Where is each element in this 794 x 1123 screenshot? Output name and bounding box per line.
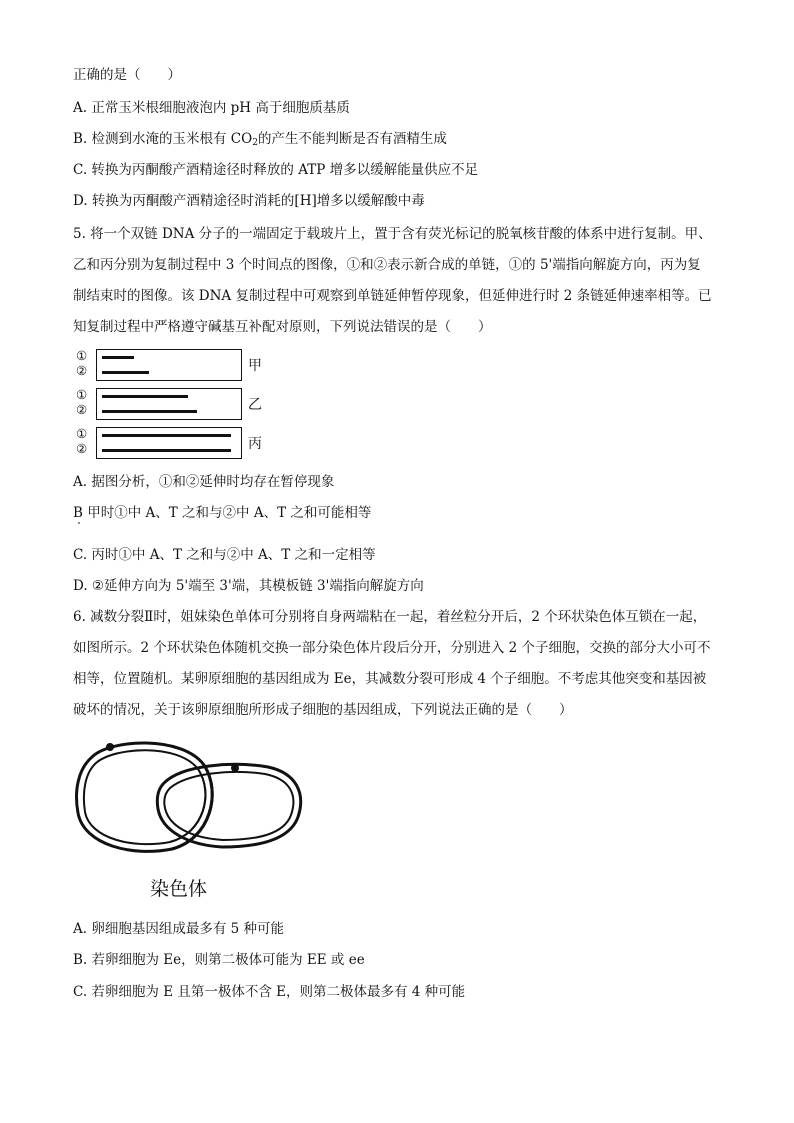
strand-1-label: ①	[76, 426, 88, 441]
strand-1-bar	[102, 434, 231, 437]
dna-panel-bing	[96, 427, 242, 459]
strand-1-label: ①	[76, 387, 88, 402]
strand-2-label: ②	[76, 363, 88, 378]
interlocked-ring-chromosomes-figure	[72, 735, 308, 855]
q5-stem-line-2: 乙和丙分别为复制过程中 3 个时间点的图像，①和②表示新合成的单链，①的 5'端指向解旋方向，丙为复	[73, 257, 701, 273]
q5-option-d: D. ②延伸方向为 5'端至 3'端，其模板链 3'端指向解旋方向	[73, 578, 424, 594]
dna-panel-yi	[96, 388, 242, 420]
left-ring-centromere	[106, 743, 114, 751]
strand-2-label: ②	[76, 402, 88, 417]
strand-1-bar	[102, 356, 134, 359]
q6-option-c: C. 若卵细胞为 E 且第一极体不含 E，则第二极体最多有 4 种可能	[73, 984, 466, 1000]
q5-stem-line-4: 知复制过程中严格遵守碱基互补配对原则，下列说法错误的是（ ）	[73, 319, 492, 335]
q4-option-c: C. 转换为丙酮酸产酒精途径时释放的 ATP 增多以缓解能量供应不足	[73, 162, 479, 178]
q5-option-c: C. 丙时①中 A、T 之和与②中 A、T 之和一定相等	[73, 547, 376, 563]
q4-stem-tail: 正确的是（ ）	[73, 67, 181, 83]
panel-label-yi: 乙	[248, 397, 262, 413]
left-ring-inner	[84, 750, 206, 844]
q6-stem-line-3: 相等，位置随机。某卵原细胞的基因组成为 Ee，其减数分裂可形成 4 个子细胞。不考虑其他突变和基因被	[73, 671, 707, 687]
q5-stem-line-1: 5. 将一个双链 DNA 分子的一端固定于载玻片上，置于含有荧光标记的脱氧核苷酸的体系中进行复制。甲、	[73, 226, 712, 242]
dna-panel-jia	[96, 349, 242, 381]
strand-2-bar	[102, 371, 149, 374]
q4-option-a: A. 正常玉米根细胞液泡内 pH 高于细胞质基质	[73, 100, 350, 116]
q6-stem-line-1: 6. 减数分裂Ⅱ时，姐妹染色单体可分别将自身两端粘在一起，着丝粒分开后，2 个环状染色体互锁在一起，	[73, 609, 707, 625]
strand-1-label: ①	[76, 348, 88, 363]
q5-option-b: B 甲时①中 A、T 之和与②中 A、T 之和可能相等	[73, 505, 372, 521]
strand-2-bar	[102, 449, 231, 452]
stray-dot	[78, 522, 80, 524]
q6-stem-line-4: 破坏的情况，关于该卵原细胞所形成子细胞的基因组成，下列说法正确的是（ ）	[73, 702, 573, 718]
q6-option-a: A. 卵细胞基因组成最多有 5 种可能	[73, 921, 285, 937]
q5-stem-line-3: 制结束时的图像。该 DNA 复制过程中可观察到单链延伸暂停现象，但延伸进行时 2 条链延伸速率相等。已	[73, 288, 712, 304]
panel-label-bing: 丙	[248, 436, 262, 452]
strand-2-label: ②	[76, 441, 88, 456]
q4-option-b: B. 检测到水淹的玉米根有 $CO_2$的产生不能判断是否有酒精生成	[73, 131, 447, 148]
q4-option-d: D. 转换为丙酮酸产酒精途径时消耗的[H]增多以缓解酸中毒	[73, 193, 425, 209]
figure-caption: 染色体	[150, 878, 208, 900]
q6-option-b: B. 若卵细胞为 Ee，则第二极体可能为 EE 或 ee	[73, 952, 365, 968]
panel-label-jia: 甲	[248, 358, 262, 374]
q5-option-a: A. 据图分析，①和②延伸时均存在暂停现象	[73, 474, 335, 490]
right-ring-centromere	[231, 764, 239, 772]
strand-2-bar	[102, 410, 197, 413]
right-ring-outer	[157, 764, 300, 847]
left-ring-outer	[77, 743, 213, 851]
right-ring-inner	[164, 772, 293, 840]
strand-1-bar	[102, 395, 188, 398]
q6-stem-line-2: 如图所示。2 个环状染色体随机交换一部分染色体片段后分开，分别进入 2 个子细胞，交换的部分大小可不	[73, 640, 711, 656]
